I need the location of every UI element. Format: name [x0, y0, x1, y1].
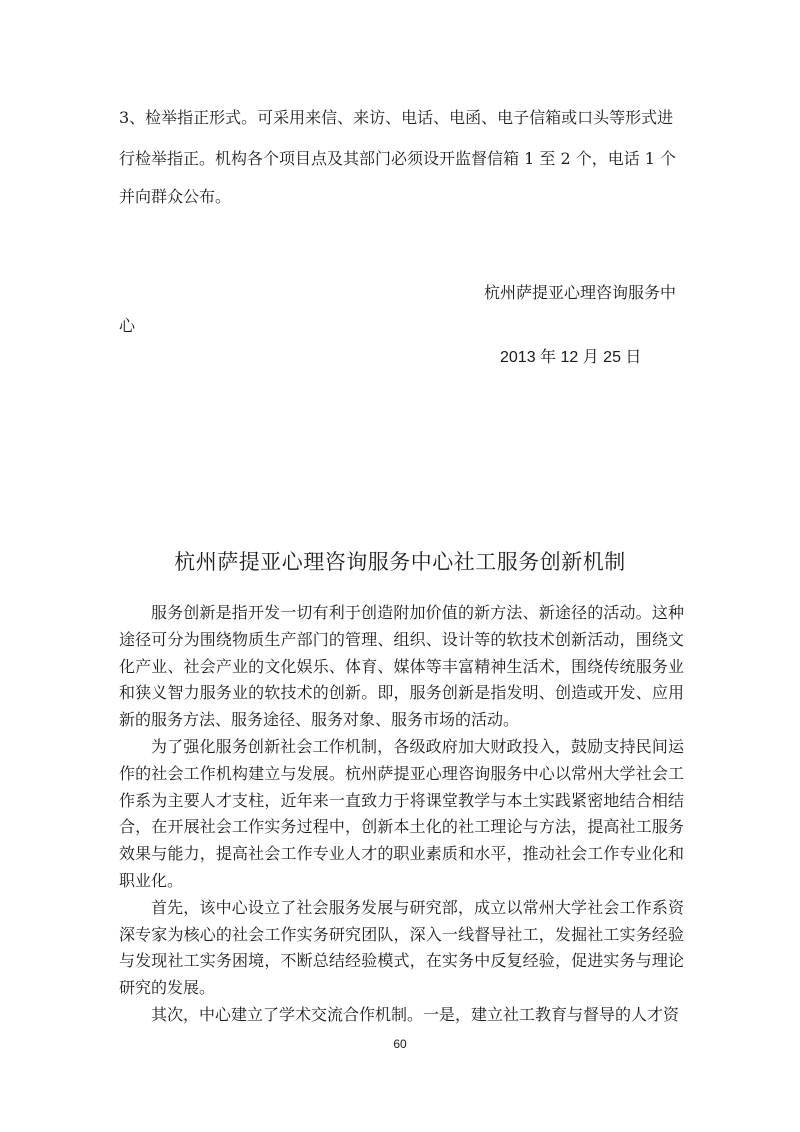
article-body [119, 600, 684, 1029]
article-paragraph-2: 为了强化服务创新社会工作机制，各级政府加大财政投入，鼓励支持民间运作的社会工作机构建立与发展。杭州萨提亚心理咨询服务中心以常州大学社会工作系为主要人才支柱，近年来一直致力于将课堂教学与本土实践紧密地结合相结合，在开展社会工作实务过程中，创新本土化的社工理论与方法，提高社工服务效果与能力，提高社会工作专业人才的职业素质和水平，推动社会工作专业化和职业化。 [119, 736, 684, 890]
signature-date: 2013 年 12 月 25 日 [500, 349, 642, 366]
page-number: 60 [393, 1037, 407, 1051]
inspection-form-line-1: 3、检举指正形式。可采用来信、来访、电话、电函、电子信箱或口头等形式进 [119, 108, 674, 127]
article-paragraph-3: 首先，该中心设立了社会服务发展与研究部，成立以常州大学社会工作系资深专家为核心的社会工作实务研究团队，深入一线督导社工，发掘社工实务经验与发现社工实务困境，不断总结经验模式，在实务中反复经验，促进实务与理论研究的发展。 [119, 897, 684, 998]
article-paragraph-4: 其次，中心建立了学术交流合作机制。一是，建立社工教育与督导的人才资 [151, 1004, 680, 1024]
signature-organization-line-2: 心 [119, 316, 136, 335]
signature-organization-line-1: 杭州萨提亚心理咨询服务中 [484, 283, 677, 302]
inspection-form-line-2: 行检举指正。机构各个项目点及其部门必须设开监督信箱 1 至 2 个，电话 1 个 [119, 149, 677, 168]
article-paragraph-1: 服务创新是指开发一切有利于创造附加价值的新方法、新途径的活动。这种途径可分为围绕物质生产部门的管理、组织、设计等的软技术创新活动，围绕文化产业、社会产业的文化娱乐、体育、媒体等丰富精神生活术，围绕传统服务业和狭义智力服务业的软技术的创新。即，服务创新是指发明、创造或开发、应用新的服务方法、服务途径、服务对象、服务市场的活动。 [119, 603, 684, 730]
inspection-form-line-3: 并向群众公布。 [119, 187, 232, 206]
article-title: 杭州萨提亚心理咨询服务中心社工服务创新机制 [174, 550, 626, 574]
